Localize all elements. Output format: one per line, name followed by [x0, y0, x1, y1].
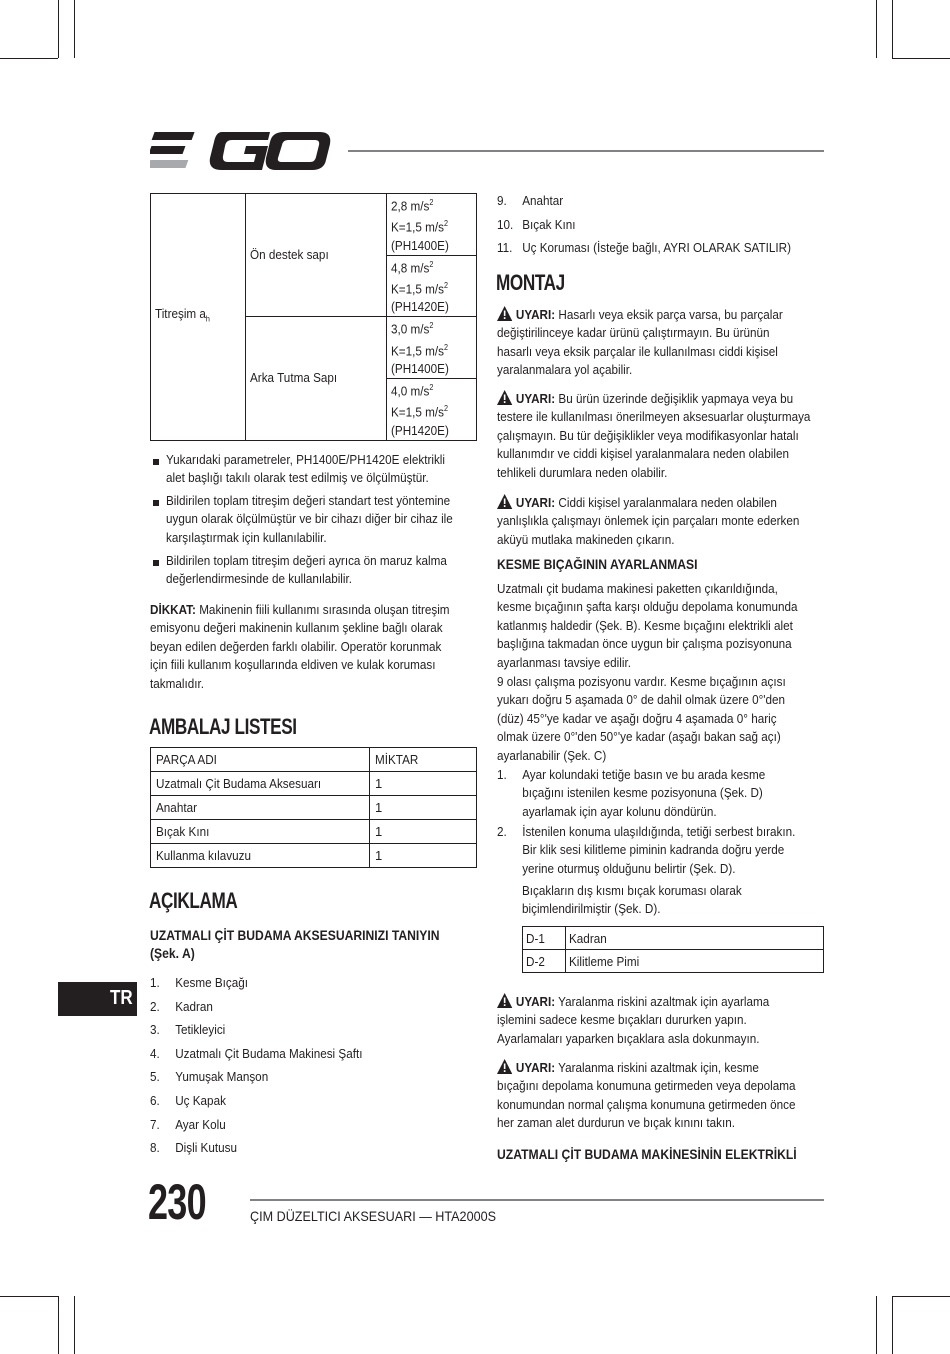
adjust-paragraph: Uzatmalı çit budama makinesi paketten çıkarıldığında, kesme bıçağının şafta karşı olduğu depolama konumunda katlanmış haldedir (Şek. B). Kesme bıçağını elektrikli alet başlığına takmadan önce uygun bir çalışma pozisyonuna ayarlanması tavsiye edilir.: [497, 581, 798, 670]
table-cell: 1: [370, 820, 477, 844]
table-header-row: [151, 748, 477, 772]
parts-list-continued: [497, 189, 821, 260]
table-header-cell: MİKTAR: [370, 748, 477, 772]
warning-triangle-icon: [497, 390, 512, 405]
dikkat-paragraph: DİKKAT: Makinenin fiili kullanımı sırasında oluşan titreşim emisyonu değeri makinenin kullanım şekline bağlı olarak beyan edilen değerden farklı olabilir. Operatör korunmak için fiili kullanım koşullarında eldiven ve kulak koruması takmalıdır.: [150, 602, 450, 691]
step-item: 2. İstenilen konuma ulaşıldığında, tetiği serbest bırakın. Bir klik sesi kilitleme piminin kadranda doğru yerde yerine oturmuş olduğunu belirtir (Şek. D).: [497, 824, 796, 876]
description-subtitle: UZATMALI ÇİT BUDAMA AKSESUARINIZI TANIYIN (Şek. A): [150, 928, 440, 962]
list-item: 10. Bıçak Kını: [497, 216, 576, 232]
list-item: 6. Uç Kapak: [150, 1092, 226, 1108]
warning-block: UYARI: Bu ürün üzerinde değişiklik yapmaya veya bu testere ile kullanılması önerilmeyen aksesuarlar oluşturmaya çalışmayın. Bu tür değişiklikler veya modifikasyonlar hatalı kullanımdır ve ciddi kişisel yaralanmalara neden olabilen tehlikeli durumlara neden olabilir.: [497, 391, 811, 480]
table-header-cell: PARÇA ADI: [151, 748, 370, 772]
table-row: [151, 844, 477, 868]
packing-table: [150, 747, 477, 868]
table-cell: D-2: [523, 950, 566, 973]
bullet-marker: [153, 500, 159, 506]
table-row: [523, 927, 824, 950]
table-cell: 1: [370, 772, 477, 796]
bullet-item: Yukarıdaki parametreler, PH1400E/PH1420E elektrikli alet başlığı takılı olarak test edilmiş ve ölçülmüştür.: [166, 452, 445, 486]
vibration-value: 4,8 $m/s^2$ K=1,5 $m/s^2$ (PH1420E): [387, 255, 477, 317]
vibration-value: 2,8 $m/s^2$ K=1,5 $m/s^2$ (PH1400E): [387, 194, 477, 256]
bullet-marker: [153, 459, 159, 465]
language-tab: TR: [58, 982, 137, 1016]
list-item: 8. Dişli Kutusu: [150, 1140, 237, 1156]
list-item: 5. Yumuşak Manşon: [150, 1069, 269, 1085]
bullet-item: Bildirilen toplam titreşim değeri ayrıca ön maruz kalma değerlendirmesinde de kullanılabilir.: [166, 553, 447, 587]
vibration-label: Titreşim $a_h$: [151, 194, 246, 441]
table-cell: D-1: [523, 927, 566, 950]
warning-triangle-icon: [497, 993, 512, 1008]
table-cell: 1: [370, 844, 477, 868]
list-item: 7. Ayar Kolu: [150, 1116, 226, 1132]
header-rule: [348, 150, 824, 152]
step-item: 1. Ayar kolundaki tetiğe basın ve bu arada kesme bıçağını istenilen kesme pozisyonuna (Şek. D) ayarlamak için ayar kolunu döndürün.: [497, 767, 766, 819]
warning-block: UYARI: Yaralanma riskini azaltmak için ayarlama işlemini sadece kesme bıçakları dururken yapın. Ayarlamaları yaparken bıçaklara asla dokunmayın.: [497, 994, 770, 1046]
table-cell: Kullanma kılavuzu: [151, 844, 370, 868]
table-row: [151, 820, 477, 844]
packing-title: AMBALAJ LISTESI: [149, 714, 297, 739]
list-item: 4. Uzatmalı Çit Budama Makinesi Şaftı: [150, 1045, 363, 1061]
list-item: 11. Uç Koruması (İsteğe bağlı, AYRI OLARAK SATILIR): [497, 240, 791, 256]
electric-heading: UZATMALI ÇİT BUDAMA MAKİNESİNİN ELEKTRİKLİ: [497, 1147, 797, 1162]
bullet-marker: [153, 560, 159, 566]
blade-note: Bıçakların dış kısmı bıçak koruması olarak biçimlendirilmiştir (Şek. D).: [522, 883, 742, 917]
warning-block: UYARI: Ciddi kişisel yaralanmalara neden olabilen yanlışlıkla çalışmayı önlemek için parçaları monte ederken aküyü mutlaka makineden çıkarın.: [497, 495, 800, 547]
footer-rule: [250, 1199, 824, 1201]
table-cell: Anahtar: [151, 796, 370, 820]
vibration-value: 4,0 $m/s^2$ K=1,5 $m/s^2$ (PH1420E): [387, 378, 477, 440]
figure-legend-table: [522, 926, 824, 973]
table-cell: Kadran: [566, 927, 824, 950]
table-row: [523, 950, 824, 973]
adjust-paragraph: 9 olası çalışma pozisyonu vardır. Kesme bıçağının açısı yukarı doğru 5 aşamada 0° de dahil olmak üzere 0°'den (düz) 45°'ye kadar ve aşağı doğru 4 aşamada 0° hariç olmak üzere 0°'den 50°'ye kadar (aşağı bakan sağ açı) ayarlanabilir (Şek. C): [497, 674, 786, 763]
warning-triangle-icon: [497, 1059, 512, 1074]
page-number: 230: [148, 1174, 206, 1230]
group-front-handle: Ön destek sapı: [246, 194, 387, 317]
list-item: 2. Kadran: [150, 998, 213, 1014]
warning-triangle-icon: [497, 306, 512, 321]
list-item: 9. Anahtar: [497, 193, 564, 208]
table-cell: Uzatmalı Çit Budama Aksesuarı: [151, 772, 370, 796]
table-cell: 1: [370, 796, 477, 820]
list-item: 3. Tetikleyici: [150, 1022, 226, 1038]
warning-block: UYARI: Hasarlı veya eksik parça varsa, bu parçalar değiştirilinceye kadar ürünü çalıştırmayın. Bu ürünün hasarlı veya eksik parçalar ile kullanılması ciddi kişisel yaralanmalara yol açabilir.: [497, 307, 783, 378]
vibration-value: 3,0 $m/s^2$ K=1,5 $m/s^2$ (PH1400E): [387, 317, 477, 379]
adjust-heading: KESME BIÇAĞININ AYARLANMASI: [497, 557, 698, 572]
list-item: 1. Kesme Bıçağı: [150, 975, 249, 990]
parts-list: [150, 971, 474, 1160]
table-row: [151, 796, 477, 820]
vibration-table: [150, 193, 477, 441]
bullet-item: Bildirilen toplam titreşim değeri standart test yöntemine uygun olarak ölçülmüştür ve bir cihazı diğer bir cihaz ile karşılaştırmak için kullanılabilir.: [166, 493, 453, 545]
table-row: [151, 772, 477, 796]
montaj-title: MONTAJ: [496, 270, 565, 295]
footer-title: ÇIM DÜZELTICI AKSESUARI — HTA2000S: [250, 1208, 496, 1224]
table-cell: Kilitleme Pimi: [566, 950, 824, 973]
table-cell: Bıçak Kını: [151, 820, 370, 844]
ego-logo: [150, 128, 332, 174]
description-title: AÇIKLAMA: [149, 888, 238, 913]
group-rear-handle: Arka Tutma Sapı: [246, 317, 387, 440]
warning-triangle-icon: [497, 494, 512, 509]
warning-block: UYARI: Yaralanma riskini azaltmak için, kesme bıçağını depolama konumuna getirmeden veya depolama konumundan normal çalışma konumuna getirmeden önce her zaman alet durdurun ve bıçak kınını takın.: [497, 1060, 796, 1131]
